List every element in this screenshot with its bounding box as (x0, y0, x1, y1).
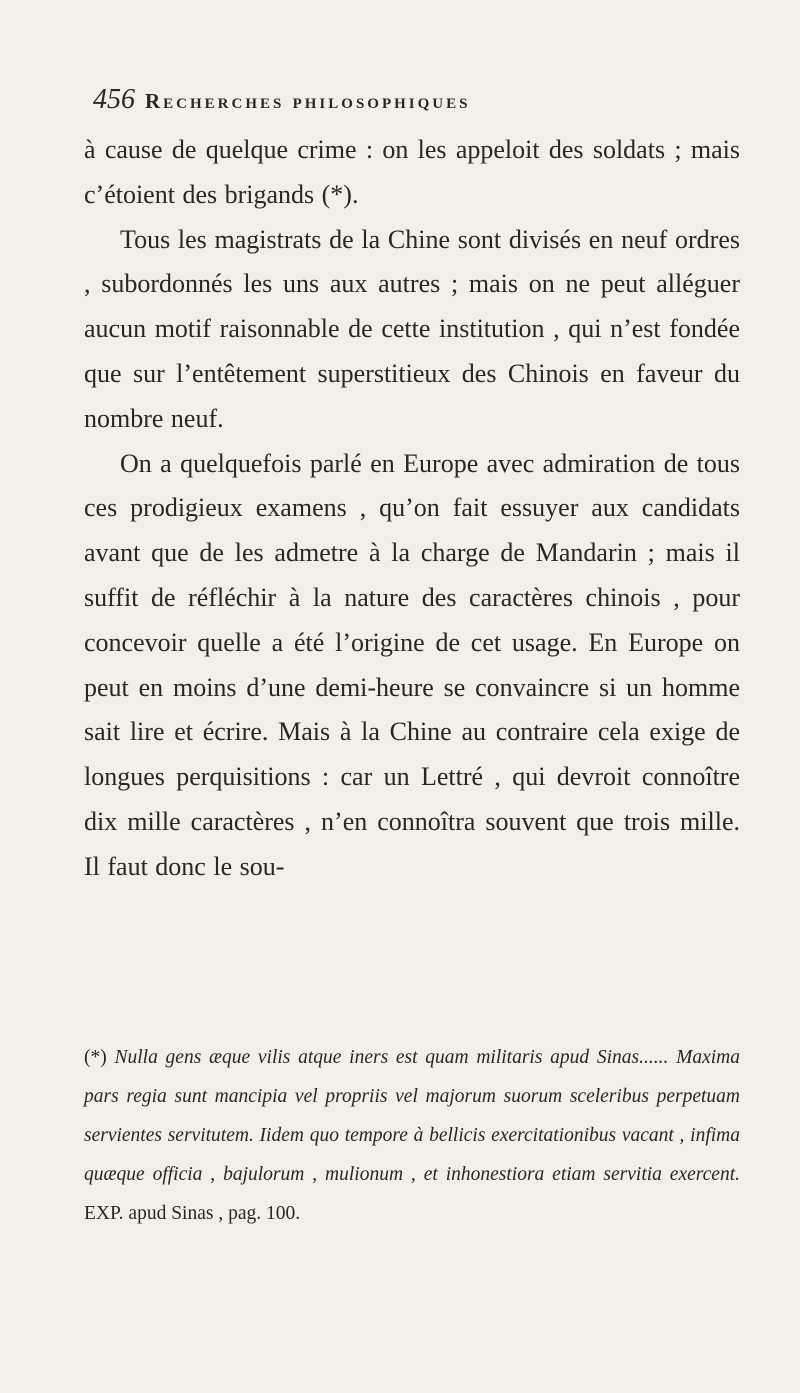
running-title: Recherches philosophiques (145, 89, 471, 113)
footnote-text: Nulla gens æque vilis atque iners est quam militaris apud Sinas...... Maxima pars regia sunt mancipia vel propriis vel majorum suorum sceleribus perpetuam servientes servitutem. Iidem quo tempore à bellicis exercitationibus vacant , infima quæque officia , bajulorum , mulionum , et inhonestiora etiam servitia exercent. (84, 1047, 740, 1185)
body-text (84, 128, 740, 890)
page-number: 456 (93, 84, 135, 115)
page-header (93, 84, 733, 124)
paragraph: Tous les magistrats de la Chine sont divisés en neuf ordres , subordonnés les uns aux autres ; mais on ne peut alléguer aucun motif raisonnable de cette institution , qui n’est fondée que sur l’entêtement superstitieux des Chinois en faveur du nombre neuf. (84, 224, 740, 433)
footnote-source: EXP. apud Sinas , pag. 100. (84, 1203, 301, 1224)
paragraph: à cause de quelque crime : on les appeloit des soldats ; mais c’étoient des brigands (*). (84, 135, 740, 209)
paragraph: On a quelquefois parlé en Europe avec admiration de tous ces prodigieux examens , qu’on fait essuyer aux candidats avant que de les admetre à la charge de Mandarin ; mais il suffit de réfléchir à la nature des caractères chinois , pour concevoir quelle a été l’origine de cet usage. En Europe on peut en moins d’une demi-heure se convaincre si un homme sait lire et écrire. Mais à la Chine au contraire cela exige de longues perquisitions : car un Lettré , qui devroit connoître dix mille caractères , n’en connoîtra souvent que trois mille. Il faut donc le sou- (84, 448, 740, 881)
footnote-mark: (*) (84, 1047, 107, 1068)
footnote (84, 1038, 740, 1233)
